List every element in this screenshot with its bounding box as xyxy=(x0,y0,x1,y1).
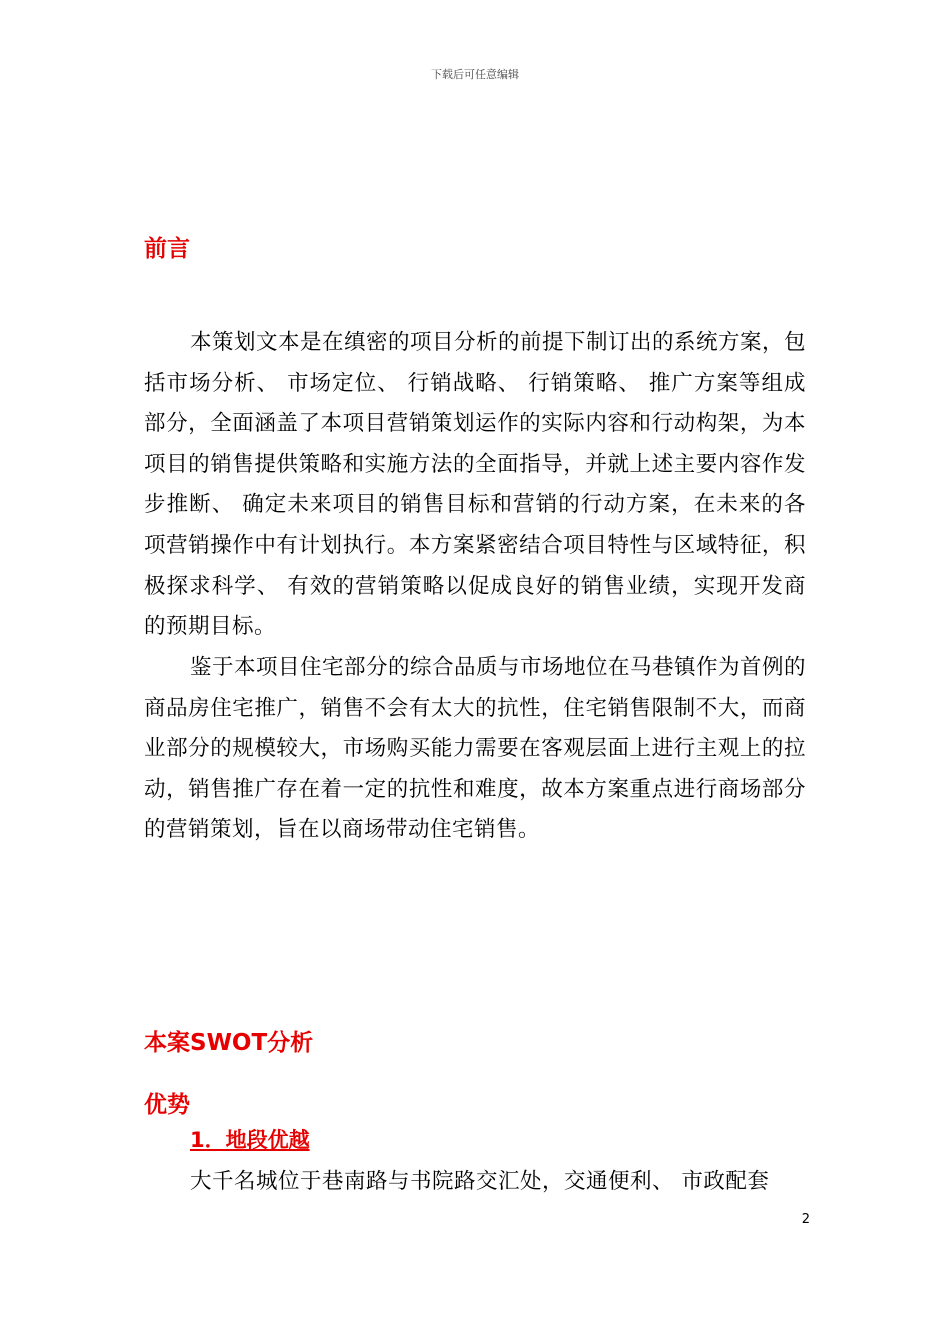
item-1-title: 1．地段优越 xyxy=(190,1128,310,1152)
preface-paragraph-2: 鉴于本项目住宅部分的综合品质与市场地位在马巷镇作为首例的商品房住宅推广，销售不会有太大的抗性，住宅销售限制不大，而商业部分的规模较大，市场购买能力需要在客观层面上进行主观上的拉动，销售推广存在着一定的抗性和难度，故本方案重点进行商场部分的营销策划，旨在以商场带动住宅销售。 xyxy=(144,655,807,843)
strengths-title: 优势 xyxy=(144,1092,190,1118)
page-number: 2 xyxy=(801,1212,810,1227)
preface-title: 前言 xyxy=(144,236,190,262)
preface-paragraph-1: 本策划文本是在缜密的项目分析的前提下制订出的系统方案，包括市场分析、 市场定位、 行销战略、 行销策略、 推广方案等组成部分，全面涵盖了本项目营销策划运作的实际内容和行动构架，为本项目的销售提供策略和实施方法的全面指导，并就上述主要内容作发步推断、 确定未来项目的销售目标和营销的行动方案，在未来的各项营销操作中有计划执行。本方案紧密结合项目特性与区域特征，积极探求科学、 有效的营销策略以促成良好的销售业绩，实现开发商的预期目标。 xyxy=(144,330,807,640)
swot-title: 本案SWOT分析 xyxy=(144,1030,314,1056)
item-1-text: 大千名城位于巷南路与书院路交汇处，交通便利、 市政配套 xyxy=(190,1169,770,1194)
header-note: 下载后可任意编辑 xyxy=(431,68,519,81)
